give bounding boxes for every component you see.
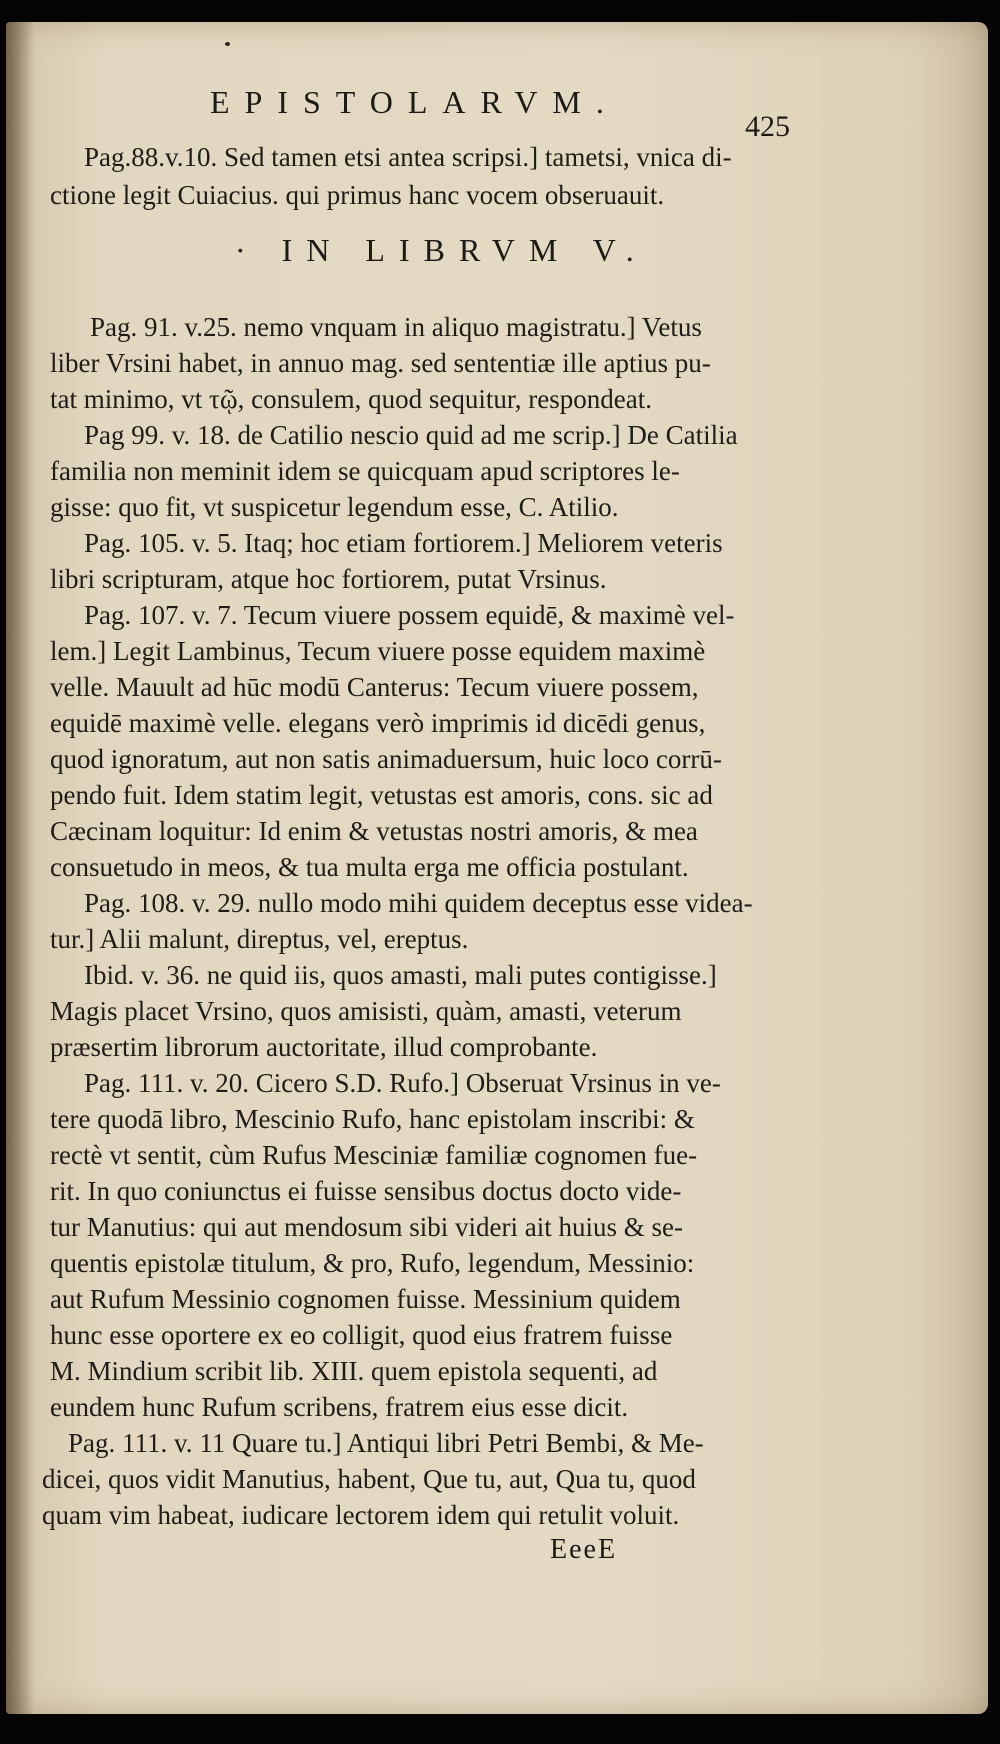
text-line: quentis epistolæ titulum, & pro, Rufo, legendum, Messinio: <box>50 1248 695 1278</box>
section-title: · IN LIBRVM V. <box>235 232 648 268</box>
text-line: tat minimo, vt τῷ, consulem, quod sequitur, respondeat. <box>50 384 652 414</box>
ink-speck <box>225 42 230 46</box>
signature-mark: EeeE <box>550 1534 618 1565</box>
text-line: Pag. 91. v.25. nemo vnquam in aliquo magistratu.] Vetus <box>90 312 702 342</box>
text-line: libri scripturam, atque hoc fortiorem, putat Vrsinus. <box>50 564 607 594</box>
text-line: ctione legit Cuiacius. qui primus hanc vocem obseruauit. <box>50 180 665 210</box>
text-line: Pag. 111. v. 11 Quare tu.] Antiqui libri Petri Bembi, & Me- <box>68 1428 704 1458</box>
text-line: M. Mindium scribit lib. XIII. quem epistola sequenti, ad <box>50 1356 658 1386</box>
text-line: quam vim habeat, iudicare lectorem idem qui retulit voluit. <box>42 1500 680 1530</box>
text-line: rit. In quo coniunctus ei fuisse sensibus doctus docto vide- <box>50 1176 682 1206</box>
text-line: Pag. 107. v. 7. Tecum viuere possem equidē, & maximè vel- <box>84 600 735 630</box>
text-line: lem.] Legit Lambinus, Tecum viuere posse equidem maximè <box>50 636 706 666</box>
text-line: tur Manutius: qui aut mendosum sibi videri ait huius & se- <box>50 1212 683 1242</box>
text-line: præsertim librorum auctoritate, illud comprobante. <box>50 1032 598 1062</box>
text-line: velle. Mauult ad hūc modū Canterus: Tecum viuere possem, <box>50 672 699 702</box>
running-head: EPISTOLARVM. <box>210 84 619 120</box>
text-line: pendo fuit. Idem statim legit, vetustas est amoris, cons. sic ad <box>50 780 713 810</box>
text-line: dicei, quos vidit Manutius, habent, Que tu, aut, Qua tu, quod <box>42 1464 696 1494</box>
text-line: Ibid. v. 36. ne quid iis, quos amasti, mali putes contigisse.] <box>84 960 717 990</box>
text-line: eundem hunc Rufum scribens, fratrem eius esse dicit. <box>50 1392 629 1422</box>
spine-shadow <box>6 22 34 1714</box>
text-line: hunc esse oportere ex eo colligit, quod eius fratrem fuisse <box>50 1320 673 1350</box>
text-line: Pag. 111. v. 20. Cicero S.D. Rufo.] Obseruat Vrsinus in ve- <box>84 1068 721 1098</box>
text-line: quod ignoratum, aut non satis animaduersum, huic loco corrū- <box>50 744 722 774</box>
text-line: consuetudo in meos, & tua multa erga me officia postulant. <box>50 852 689 882</box>
text-line: liber Vrsini habet, in annuo mag. sed sententiæ ille aptius pu- <box>50 348 711 378</box>
text-line: rectè vt sentit, cùm Rufus Mesciniæ familiæ cognomen fue- <box>50 1140 698 1170</box>
page-number: 425 <box>745 110 790 143</box>
text-line: tere quodā libro, Mescinio Rufo, hanc epistolam inscribi: & <box>50 1104 695 1134</box>
text-line: gisse: quo fit, vt suspicetur legendum esse, C. Atilio. <box>50 492 619 522</box>
text-line: Magis placet Vrsino, quos amisisti, quàm, amasti, veterum <box>50 996 682 1026</box>
text-line: Pag.88.v.10. Sed tamen etsi antea scripsi.] tametsi, vnica di- <box>84 142 732 172</box>
text-line: familia non meminit idem se quicquam apud scriptores le- <box>50 456 680 486</box>
text-line: Cæcinam loquitur: Id enim & vetustas nostri amoris, & mea <box>50 816 698 846</box>
text-line: equidē maximè velle. elegans verò imprimis id dicēdi genus, <box>50 708 706 738</box>
text-line: Pag. 105. v. 5. Itaq; hoc etiam fortiorem.] Meliorem veteris <box>84 528 723 558</box>
text-line: tur.] Alii malunt, direptus, vel, ereptus. <box>50 924 469 954</box>
text-line: aut Rufum Messinio cognomen fuisse. Messinium quidem <box>50 1284 681 1314</box>
text-line: Pag. 108. v. 29. nullo modo mihi quidem deceptus esse videa- <box>84 888 753 918</box>
text-line: Pag 99. v. 18. de Catilio nescio quid ad me scrip.] De Catilia <box>84 420 738 450</box>
